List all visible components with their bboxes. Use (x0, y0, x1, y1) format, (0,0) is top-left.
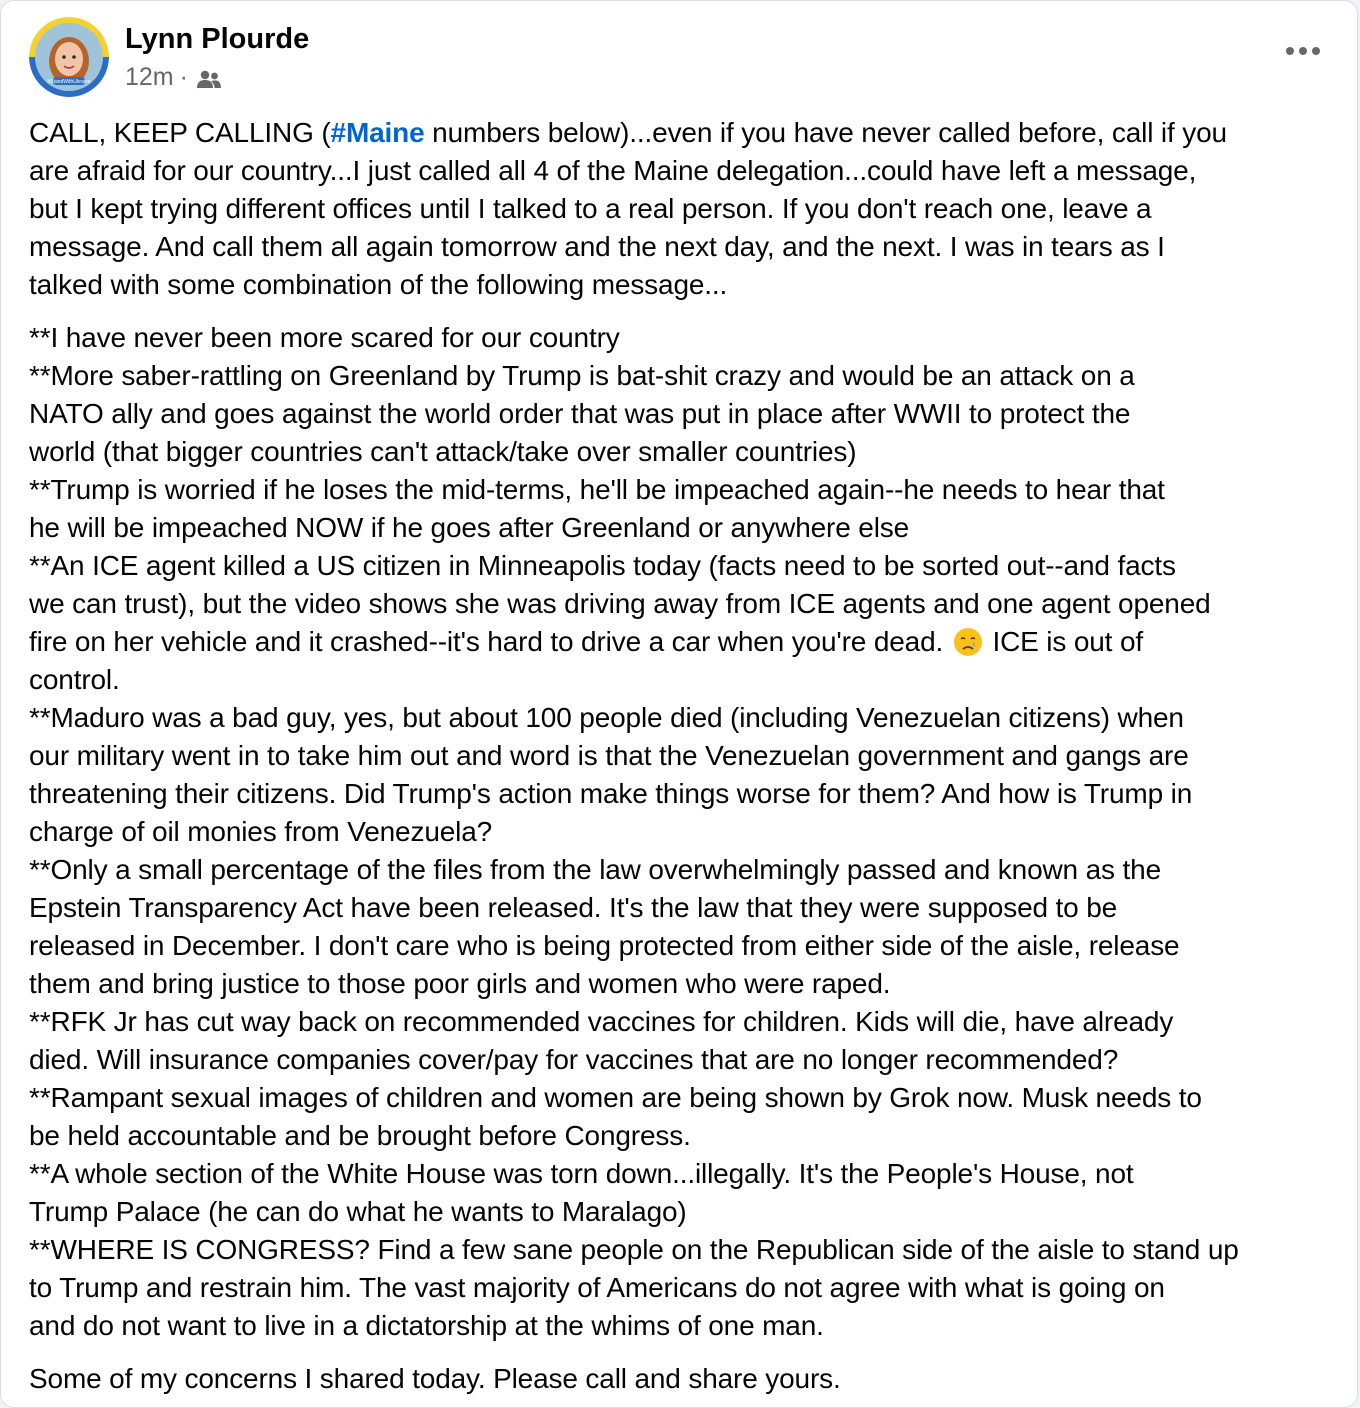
text-line: world (that bigger countries can't attack/take over smaller countries) (29, 436, 857, 467)
more-options-dots (1283, 39, 1323, 63)
text-line (29, 114, 1347, 152)
text-line: be held accountable and be brought before Congress. (29, 1120, 691, 1151)
friends-icon-svg (196, 69, 222, 91)
friends-icon[interactable] (196, 67, 222, 89)
hashtag-link[interactable]: #Maine (330, 117, 425, 148)
text-line: **RFK Jr has cut way back on recommended vaccines for children. Kids will die, have already (29, 1006, 1174, 1037)
text-line: Trump Palace (he can do what he wants to Maralago) (29, 1196, 687, 1227)
intro-paragraph (29, 114, 1347, 304)
text-line (29, 623, 1347, 661)
text-line: Epstein Transparency Act have been released. It's the law that they were supposed to be (29, 892, 1118, 923)
text-line: message. And call them all again tomorrow and the next day, and the next. I was in tears as I (29, 231, 1165, 262)
text-segment: numbers below)...even if you have never called before, call if you (424, 117, 1227, 148)
text-segment: CALL, KEEP CALLING ( (29, 117, 331, 148)
text-line: **More saber-rattling on Greenland by Trump is bat-shit crazy and would be an attack on a (29, 360, 1135, 391)
text-line: to Trump and restrain him. The vast majority of Americans do not agree with what is going on (29, 1272, 1165, 1303)
text-line: control. (29, 664, 120, 695)
text-line: our military went in to take him out and word is that the Venezuelan government and gangs are (29, 740, 1189, 771)
crying-face-icon (953, 627, 983, 657)
text-line: **WHERE IS CONGRESS? Find a few sane people on the Republican side of the aisle to stand up (29, 1234, 1239, 1265)
text-line: and do not want to live in a dictatorship at the whims of one man. (29, 1310, 824, 1341)
text-line: Some of my concerns I shared today. Please call and share yours. (29, 1363, 841, 1394)
meta-separator: · (179, 63, 188, 91)
text-line: he will be impeached NOW if he goes after Greenland or anywhere else (29, 512, 910, 543)
post-text (29, 114, 1347, 1398)
text-line: **Maduro was a bad guy, yes, but about 100 people died (including Venezuelan citizens) when (29, 702, 1184, 733)
text-line: NATO ally and goes against the world order that was put in place after WWII to protect the (29, 398, 1131, 429)
text-line: released in December. I don't care who is being protected from either side of the aisle, release (29, 930, 1180, 961)
avatar-badge-text: #StandWithUkraine (47, 79, 91, 85)
avatar-image (29, 17, 109, 97)
text-line: threatening their citizens. Did Trump's action make things worse for them? And how is Trump in (29, 778, 1193, 809)
concerns-paragraph (29, 319, 1347, 1345)
author-name[interactable]: Lynn Plourde (125, 23, 310, 55)
post-meta (125, 61, 222, 93)
text-line: died. Will insurance companies cover/pay for vaccines that are no longer recommended? (29, 1044, 1119, 1075)
text-line: **A whole section of the White House was torn down...illegally. It's the People's House, not (29, 1158, 1134, 1189)
post-timestamp[interactable]: 12m (125, 63, 174, 91)
crying-face-emoji-svg (953, 627, 983, 657)
text-line: but I kept trying different offices until I talked to a real person. If you don't reach one, leave a (29, 193, 1152, 224)
text-line: we can trust), but the video shows she was driving away from ICE agents and one agent opened (29, 588, 1211, 619)
text-line: **Trump is worried if he loses the mid-terms, he'll be impeached again--he needs to hear that (29, 474, 1165, 505)
post-header (29, 17, 1329, 101)
text-line: are afraid for our country...I just called all 4 of the Maine delegation...could have left a message, (29, 155, 1197, 186)
closing-paragraph (29, 1360, 1347, 1398)
more-options-icon[interactable] (1283, 39, 1323, 63)
text-line: talked with some combination of the following message... (29, 269, 728, 300)
text-segment: ICE is out of (992, 626, 1143, 657)
author-avatar[interactable] (29, 17, 109, 97)
text-line: **An ICE agent killed a US citizen in Minneapolis today (facts need to be sorted out--and facts (29, 550, 1176, 581)
text-line: **Rampant sexual images of children and women are being shown by Grok now. Musk needs to (29, 1082, 1202, 1113)
text-line: **Only a small percentage of the files from the law overwhelmingly passed and known as the (29, 854, 1161, 885)
text-segment: fire on her vehicle and it crashed--it's hard to drive a car when you're dead. (29, 626, 944, 657)
text-line: charge of oil monies from Venezuela? (29, 816, 493, 847)
text-line: them and bring justice to those poor girls and women who were raped. (29, 968, 891, 999)
text-line: **I have never been more scared for our country (29, 322, 620, 353)
